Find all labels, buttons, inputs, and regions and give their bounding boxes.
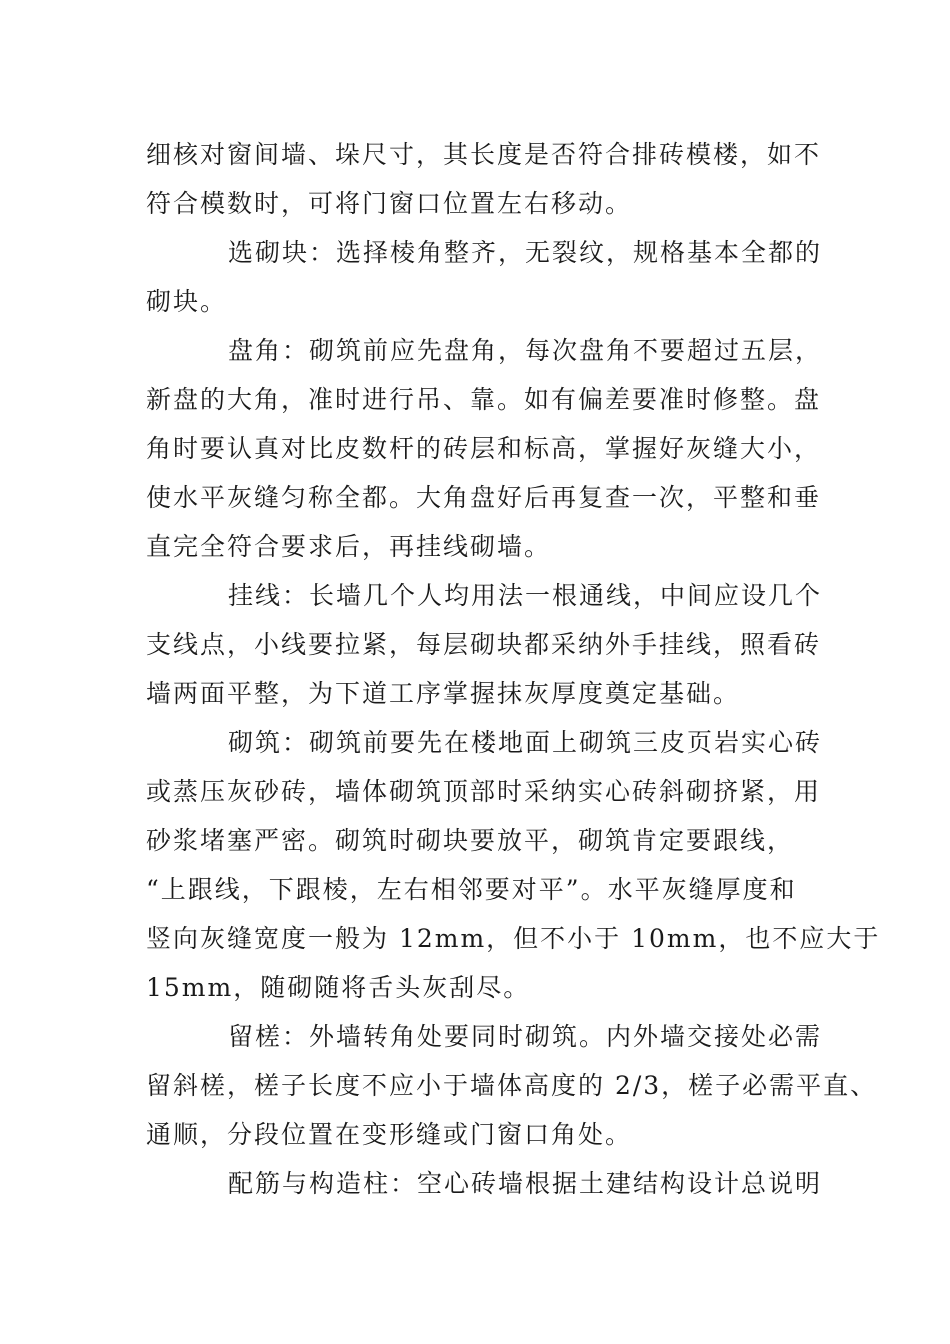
- text-line: 细核对窗间墙、垛尺寸，其长度是否符合排砖模楼，如不: [146, 140, 822, 169]
- text-line: “上跟线，下跟棱，左右相邻要对平”。水平灰缝厚度和: [146, 875, 797, 904]
- paragraph-start-line: 留槎：外墙转角处要同时砌筑。内外墙交接处必需: [228, 1022, 823, 1051]
- text-line: 使水平灰缝匀称全都。大角盘好后再复查一次，平整和垂: [146, 483, 822, 512]
- text-line: 15mm，随砌随将舌头灰刮尽。: [146, 973, 531, 1002]
- text-line: 直完全符合要求后，再挂线砌墙。: [146, 532, 552, 561]
- text-line: 符合模数时，可将门窗口位置左右移动。: [146, 189, 633, 218]
- text-line: 留斜槎，槎子长度不应小于墙体高度的 2/3，槎子必需平直、: [146, 1071, 878, 1100]
- paragraph-start-line: 选砌块：选择棱角整齐，无裂纹，规格基本全都的: [228, 238, 823, 267]
- body-text: [146, 130, 881, 1208]
- text-line: 砂浆堵塞严密。砌筑时砌块要放平，砌筑肯定要跟线，: [146, 826, 795, 855]
- paragraph-start-line: 砌筑：砌筑前要先在楼地面上砌筑三皮页岩实心砖: [228, 728, 823, 757]
- text-line: 支线点，小线要拉紧，每层砌块都采纳外手挂线，照看砖: [146, 630, 822, 659]
- text-line: 竖向灰缝宽度一般为 12mm，但不小于 10mm，也不应大于: [146, 924, 881, 953]
- text-line: 砌块。: [146, 287, 228, 316]
- paragraph-start-line: 配筋与构造柱：空心砖墙根据土建结构设计总说明: [228, 1169, 823, 1198]
- paragraph-start-line: 盘角：砌筑前应先盘角，每次盘角不要超过五层，: [228, 336, 823, 365]
- text-line: 新盘的大角，准时进行吊、靠。如有偏差要准时修整。盘: [146, 385, 822, 414]
- text-line: 或蒸压灰砂砖，墙体砌筑顶部时采纳实心砖斜砌挤紧，用: [146, 777, 822, 806]
- text-line: 角时要认真对比皮数杆的砖层和标高，掌握好灰缝大小，: [146, 434, 822, 463]
- paragraph-start-line: 挂线：长墙几个人均用法一根通线，中间应设几个: [228, 581, 823, 610]
- text-line: 墙两面平整，为下道工序掌握抹灰厚度奠定基础。: [146, 679, 741, 708]
- text-line: 通顺，分段位置在变形缝或门窗口角处。: [146, 1120, 633, 1149]
